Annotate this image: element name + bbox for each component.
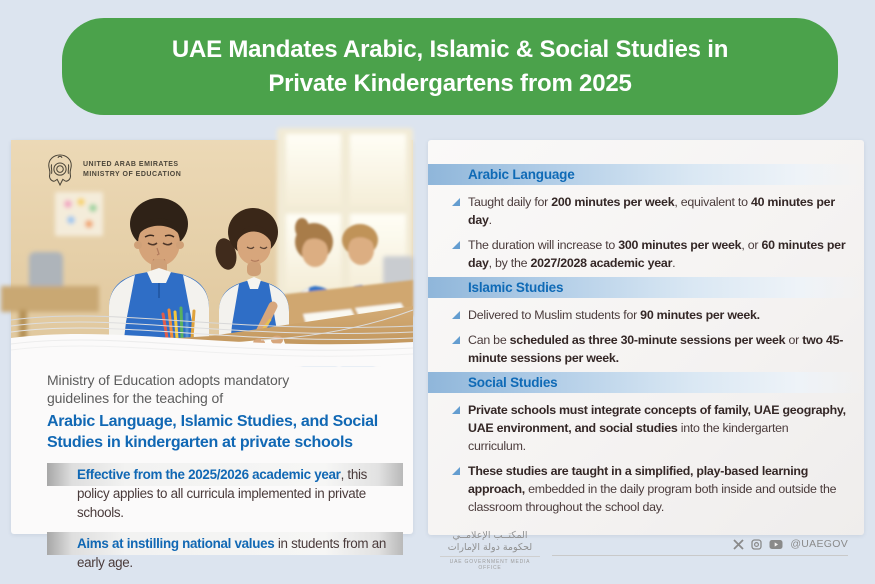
social-media-block [552,530,848,556]
title-line-2: Private Kindergartens from 2025 [268,69,632,97]
title-line-1: UAE Mandates Arabic, Islamic & Social Studies in [171,35,729,63]
bullet-text: The duration will increase to 300 minutes per week, or 60 minutes per day, by the 2027/2028 academic year. [468,238,846,270]
callout-text: Aims at instilling national values in students from an early age. [77,536,387,570]
title-banner [62,18,838,115]
ministry-logo-line-2: MINISTRY OF EDUCATION [83,171,182,178]
bullet-text: Can be scheduled as three 30-minute sessions per week or two 45-minute sessions per week. [468,333,844,365]
bullet-item [452,236,846,272]
callout-effective-date [47,463,403,524]
bullet-text: Private schools must integrate concepts of family, UAE geography, UAE environment, and social studies into the kindergarten curriculum. [468,403,846,453]
section-social-studies [428,372,864,516]
section-header-strip [428,372,864,393]
bullet-text: Delivered to Muslim students for 90 minutes per week. [468,308,760,322]
ministry-logo-line-1: UNITED ARAB EMIRATES [83,161,179,168]
section-header-strip [428,164,864,185]
bullet-text: Taught daily for 200 minutes per week, equivalent to 40 minutes per day. [468,195,835,227]
section-title: Social Studies [468,375,558,390]
section-title: Islamic Studies [468,280,564,295]
social-media-row [552,538,848,550]
section-arabic-language [428,164,864,272]
media-office-arabic-line-1: المكتــب الإعلامــي [452,530,528,541]
youtube-icon [769,539,783,550]
media-office-arabic-line-2: لحكومة دولة الإمارات [447,542,533,553]
bullet-item [452,401,846,455]
headline-text: Arabic Language, Islamic Studies, and Social Studies in kindergarten at private schools [47,413,378,451]
triangle-bullet-icon [452,311,460,319]
uae-falcon-emblem-icon [45,153,75,187]
media-office-english-caption: UAE GOVERNMENT MEDIA OFFICE [440,556,540,571]
wave-decoration [11,308,413,366]
intro-text: Ministry of Education adopts mandatory guidelines for the teaching of [47,372,290,406]
triangle-bullet-icon [452,336,460,344]
social-handle: @UAEGOV [790,538,848,550]
x-icon [733,539,744,550]
triangle-bullet-icon [452,198,460,206]
triangle-bullet-icon [452,467,460,475]
bullet-item [452,306,846,324]
uae-government-media-office-logo [440,530,540,571]
instagram-icon [751,539,762,550]
bullet-text: These studies are taught in a simplified, play-based learning approach, embedded in the daily program both inside and outside the classroom throughout the school day. [468,464,837,514]
card-footer [440,530,848,571]
section-header-strip [428,277,864,298]
triangle-bullet-icon [452,406,460,414]
ministry-of-education-logo [45,153,181,187]
photo-card [11,140,413,570]
bullet-item [452,462,846,516]
callout-national-values [47,532,403,574]
section-title: Arabic Language [468,167,575,182]
classroom-photo [11,140,413,365]
bullet-item [452,193,846,229]
section-islamic-studies [428,277,864,367]
callout-text: Effective from the 2025/2026 academic year, this policy applies to all curricula implemented in private schools. [77,467,368,520]
bullet-item [452,331,846,367]
triangle-bullet-icon [452,241,460,249]
left-card-text [11,365,413,574]
details-card [428,140,864,571]
footer-divider [552,555,848,556]
